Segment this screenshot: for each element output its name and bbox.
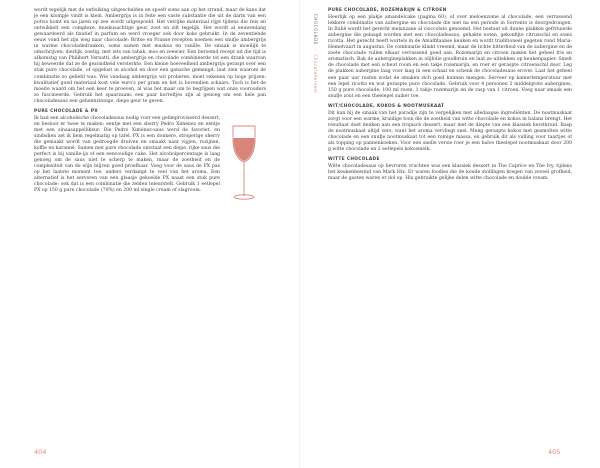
wine-glass-icon — [224, 122, 264, 206]
page-number-right: 405 — [548, 448, 561, 456]
section-paragraph-witte-chocolade: Witte chocoladesaus op bevroren vruchten was een klassiek dessert in The Caprice en The Ivy, tijdens het keukenbewind van Mark Hix. Er waren foodies die de koude stollingen kregen van zoveel grofheid, maar de gasten waren er dol op. Hix gebruikte gelijke delen witte chocolade en double cream. — [328, 164, 572, 182]
left-text-column — [34, 8, 266, 194]
section-paragraph-px: Ik had een alcoholische chocoladesaus nodig voor een gelimproviseerd dessert, en besloot er twee te maken: eentje met een sherry Pedro Ximénez en eentje met een sinaasappellikeur. Die Pedro Ximénez-saus werd de favoriet, en sindsdien zet ik hem regelmatig op tafel. PX is een donkere, stroperige sherry die gemaakt wordt van gedroogde druiven en smaakt naar vijgen, rozijnen, koffie en karamel. Samen met pure chocolade ontstaat een diepe, rijke saus die perfect is bij vanille-ijs of een eenvoudige cake. Het alcoholpercentage is laag genoeg om de saus niet te scherp te maken, maar de zoetheid en de complexiteit van de wijn blijven goed proefbaar. Voeg voor de saus de PX pas op het laatste moment toe, anders verdampt te veel van het aroma. Een alternatief is het serveren van een glaasje gekoelde PX naast een stuk pure chocolade: ook dat is een combinatie die zelden teleurstelt. Gebruik 1 eetlepel PX op 150 g pure chocolade (70%) en 200 ml single cream of slagroom. — [34, 115, 220, 194]
running-head-section: Chocoladeroom — [313, 54, 318, 94]
section-paragraph-kokos-nootmuskaat: Dit kan bij de smaak van het paradijs zijn te vergelijken met alledaagse ingrediënten. De nootmuskaat zorgt voor een warme, kruidige toon die de zoetheid van witte chocolade en kokos in balans brengt. Het resultaat doet denken aan een tropisch dessert, maar met de diepte van een klassiek kerstkruid. Rasp de nootmuskaat altijd vers, want het aroma vervliegt snel. Meng geraspte kokos met gesmolten witte chocolade en een snufje nootmuskaat tot een romige massa, en gebruik dit als vulling voor taartjes of als topping op pannenkoeken. Voor een snelle versie roer je een halve theelepel nootmuskaat door 200 g witte chocolade en 2 eetlepels kokosmelk. — [328, 110, 572, 153]
section-paragraph-rozemarijn-citroen: Heerlijk op een plakje amandelcake (pagina 60), of over meloenzome al chocolade, een verrassend lekkere combinatie van aubergine en chocolade die niet na een periode in Sorrento is doorgedrongen. In Italië wordt het gerecht melanzane al cioccolato genoemd. Het bestaat uit dunne plakken gefrituurde aubergine die gelaagd worden met een chocoladesaus, gehakte noten, gekonfijte citrusschil en soms ricotta. Het gerecht heeft wortels in de Amalfitaanse keuken en wordt traditioneel gegeten rond Maria-Hemelvaart in augustus. De combinatie klinkt vreemd, maar de lichte bitterheid van de aubergine en de zoete chocolade vullen elkaar verrassend goed aan. Rozemarijn en citroen maken het geheel fris en aromatisch. Bak de aubergineplakken in olijfolie goudbruin en laat ze uitlekken op keukenpapier. Smelt de chocolade met een scheut room en een takje rozemarijn, en roer er geraspte citroenschil door. Leg de plakken aubergine laag voor laag in een schaal en schenk de chocoladesaus erover. Laat het geheel een paar uur rusten zodat de smaken zich goed kunnen mengen. Serveer op kamertemperatuur met een lepel ricotta en wat geraspte pure chocolade. Gebruik voor 4 personen 2 middelgrote aubergines, 150 g pure chocolade, 100 ml room, 1 takje rozemarijn en de rasp van 1 citroen. Voeg naar smaak een snufje zout en een theelepel suiker toe. — [328, 15, 572, 99]
section-heading-rozemarijn-citroen: PURE CHOCOLADE, ROZEMARIJN & CITROEN — [328, 8, 447, 13]
running-head: CHOCOLADE · Chocoladeroom — [313, 14, 318, 94]
section-heading-witte-chocolade: WITTE CHOCOLADE — [328, 157, 380, 163]
section-pure-chocolade-px — [34, 116, 266, 195]
intro-paragraph: wordt tegelijk met de ontluiking uitgeschelden en spoelt soms aan op het strand, maar de kans dat je een klompje vindt is klein. Ambergrijs is in feite een vaste substantie die uit de darm van een potvis komt en na jaren op zee wordt uitgespoeld. Het vetrijke materiaal rijpt tijdens die reis en ontwikkelt een complexe, muskusachtige geur, zoet en zilt tegelijk. Het wordt al eeuwenlang gewaardeerd als fixatief in parfum en werd vroeger ook door koks gebruikt. In de zeventiende eeuw vond het zijn weg naar chocolade: Britse en Franse recepten noemen een snufje ambergrijs in warme chocoladedranken, soms samen met muskus en vanille. De smaak is moeilijk te omschrijven: dierlijk, zoetig, met iets van tabak, mos en zeewier. Een beroemd recept uit die tijd is afkomstig van Philibert Vernatti, die ambergrijs en chocolade combineerde tot een drank waarvan hij beweerde dat ze de gezondheid versterkte. Een kleine hoeveelheid ambergrijs geraspt over een stuk pure chocolade, of opgelost in alcohol en door een ganache gemengd, laat zien waarom de combinatie zo geliefd was. Wie vandaag ambergrijs wil proberen, moet rekenen op hoge prijzen: kwalitatief goed materiaal kost vele euro's per gram en het is bovendien schaars. Toch is het de moeite waard om het een keer te proeven, al was het maar om te begrijpen wat onze voorouders zo fascineerde. Gebruik het spaarzaam: een paar korreltjes zijn al genoeg om een hele pan chocoladesaus een geheimzinnige, diepe geur te geven. — [34, 8, 266, 104]
right-text-column — [328, 8, 572, 182]
page-number-left: 404 — [34, 448, 47, 456]
section-heading-pure-chocolade-px: PURE CHOCOLADE & PX — [34, 108, 99, 114]
running-head-title: CHOCOLADE — [313, 14, 318, 45]
section-heading-kokos-nootmuskaat: WIT/CHOCOLADE, KOKOS & NOOTMUSKAAT — [328, 103, 445, 109]
right-page — [300, 0, 600, 468]
